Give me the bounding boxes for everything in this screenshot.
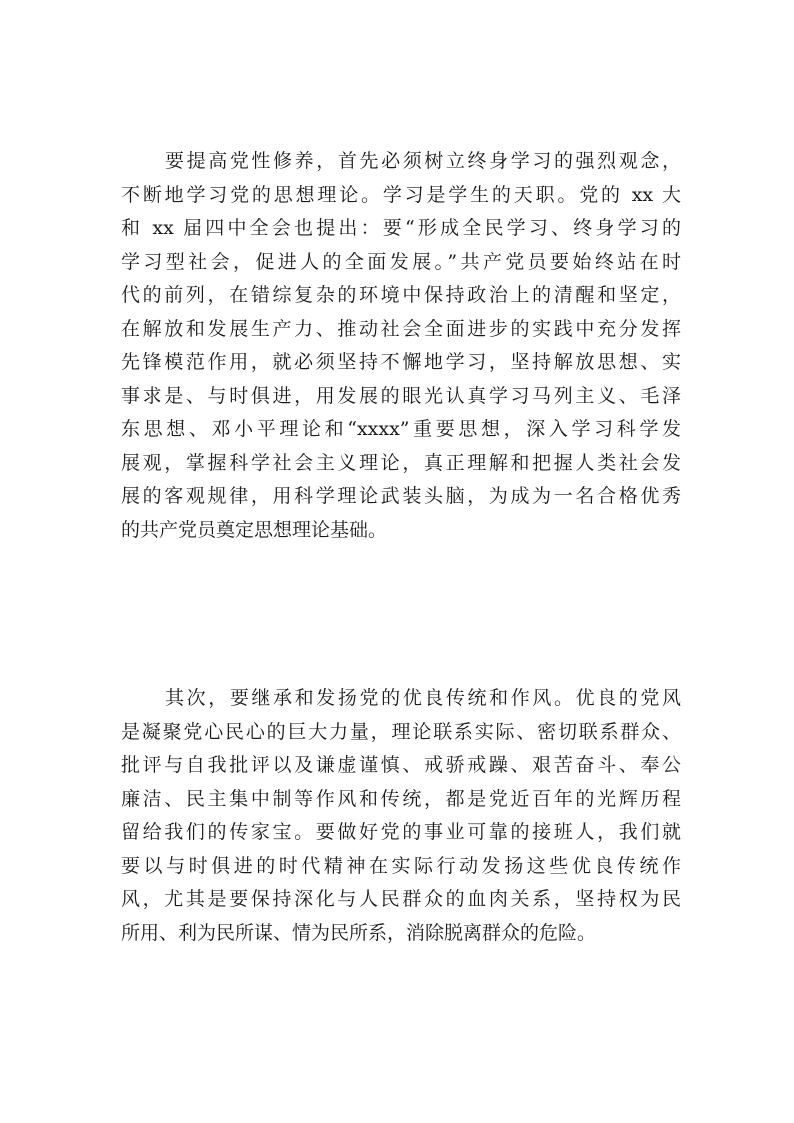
text-line: 是凝聚党心民心的巨大力量，理论联系实际、密切联系群众、: [121, 720, 681, 743]
text-line: 风，尤其是要保持深化与人民群众的血肉关系，坚持权为民: [121, 888, 681, 910]
text-line: 展观，掌握科学社会主义理论，真正理解和把握人类社会发: [121, 451, 681, 474]
text-line: 先锋模范作用，就必须坚持不懈地学习，坚持解放思想、实: [121, 351, 681, 373]
text-line: 在解放和发展生产力、推动社会全面进步的实践中充分发挥: [121, 317, 681, 340]
text-line: 代的前列，在错综复杂的环境中保持政治上的清醒和坚定，: [121, 284, 681, 306]
text-line: 事求是、与时俱进，用发展的眼光认真学习马列主义、毛泽: [121, 384, 681, 407]
text-line: 学习型社会，促进人的全面发展。”共产党员要始终站在时: [121, 250, 681, 273]
paragraph-party-spirit-learning: [121, 145, 681, 547]
text-line: 和 xx 届四中全会也提出：要“形成全民学习、终身学习的: [121, 217, 681, 239]
text-line: 留给我们的传家宝。要做好党的事业可靠的接班人，我们就: [121, 821, 681, 843]
text-line: 要提高党性修养，首先必须树立终身学习的强烈观念，: [165, 150, 681, 172]
text-line: 廉洁、民主集中制等作风和传统，都是党近百年的光辉历程: [121, 787, 681, 810]
text-line: 不断地学习党的思想理论。学习是学生的天职。党的 xx 大: [121, 183, 681, 206]
text-line: 批评与自我批评以及谦虚谨慎、戒骄戒躁、艰苦奋斗、奉公: [121, 754, 681, 776]
paragraph-party-traditions: [121, 682, 681, 950]
text-line: 的共产党员奠定思想理论基础。: [121, 518, 388, 541]
text-line: 要以与时俱进的时代精神在实际行动发扬这些优良传统作: [121, 854, 681, 877]
text-line: 所用、利为民所谋、情为民所系，消除脱离群众的危险。: [121, 921, 597, 944]
text-line: 展的客观规律，用科学理论武装头脑，为成为一名合格优秀: [121, 485, 681, 507]
text-line: 东思想、邓小平理论和“xxxx”重要思想，深入学习科学发: [121, 418, 681, 440]
text-line: 其次，要继承和发扬党的优良传统和作风。优良的党风: [165, 687, 681, 709]
